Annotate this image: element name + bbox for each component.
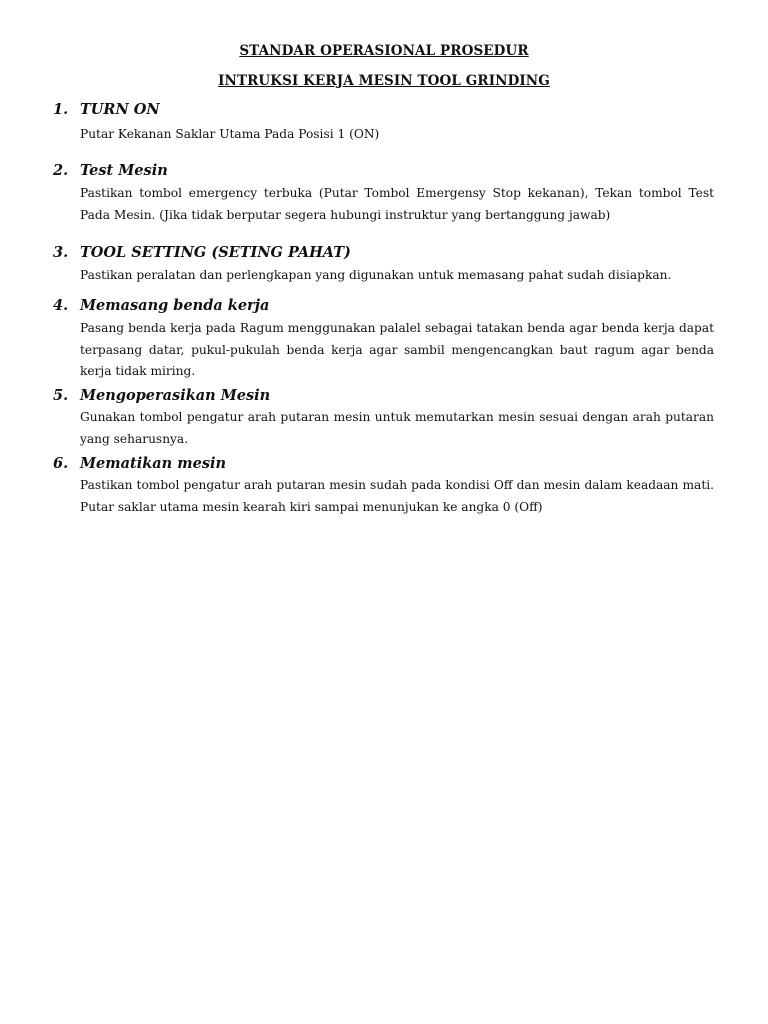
step-heading: Test Mesin bbox=[80, 162, 168, 179]
step-number: 4. bbox=[53, 297, 69, 314]
step-heading: Memasang benda kerja bbox=[80, 297, 270, 314]
step-body: Pasang benda kerja pada Ragum menggunakan palalel sebagai tatakan benda agar benda kerja dapat terpasang datar, pukul-pukulah benda kerja agar sambil mengencangkan baut ragum agar benda kerja tidak miring. bbox=[80, 321, 714, 378]
step-number: 6. bbox=[53, 455, 69, 472]
step-body: Pastikan tombol emergency terbuka (Putar Tombol Emergensy Stop kekanan), Tekan tombol Test Pada Mesin. (Jika tidak berputar segera hubungi instruktur yang bertanggung jawab) bbox=[80, 186, 714, 222]
step-heading: TURN ON bbox=[80, 101, 160, 118]
document-title: STANDAR OPERASIONAL PROSEDUR bbox=[239, 43, 529, 59]
step-body: Gunakan tombol pengatur arah putaran mesin untuk memutarkan mesin sesuai dengan arah putaran yang seharusnya. bbox=[80, 410, 714, 446]
step-heading: TOOL SETTING (SETING PAHAT) bbox=[80, 244, 351, 261]
document-subtitle: INTRUKSI KERJA MESIN TOOL GRINDING bbox=[218, 73, 550, 89]
step-number: 5. bbox=[53, 387, 69, 404]
step-body: Pastikan tombol pengatur arah putaran mesin sudah pada kondisi Off dan mesin dalam keadaan mati. Putar saklar utama mesin kearah kiri sampai menunjukan ke angka 0 (Off) bbox=[80, 478, 714, 514]
step-heading: Mematikan mesin bbox=[80, 455, 227, 472]
step-heading: Mengoperasikan Mesin bbox=[80, 387, 271, 404]
step-body: Putar Kekanan Saklar Utama Pada Posisi 1 (ON) bbox=[80, 127, 380, 141]
step-number: 1. bbox=[53, 101, 69, 118]
step-number: 2. bbox=[53, 162, 69, 179]
step-body: Pastikan peralatan dan perlengkapan yang digunakan untuk memasang pahat sudah disiapkan. bbox=[80, 268, 672, 282]
step-number: 3. bbox=[53, 244, 69, 261]
